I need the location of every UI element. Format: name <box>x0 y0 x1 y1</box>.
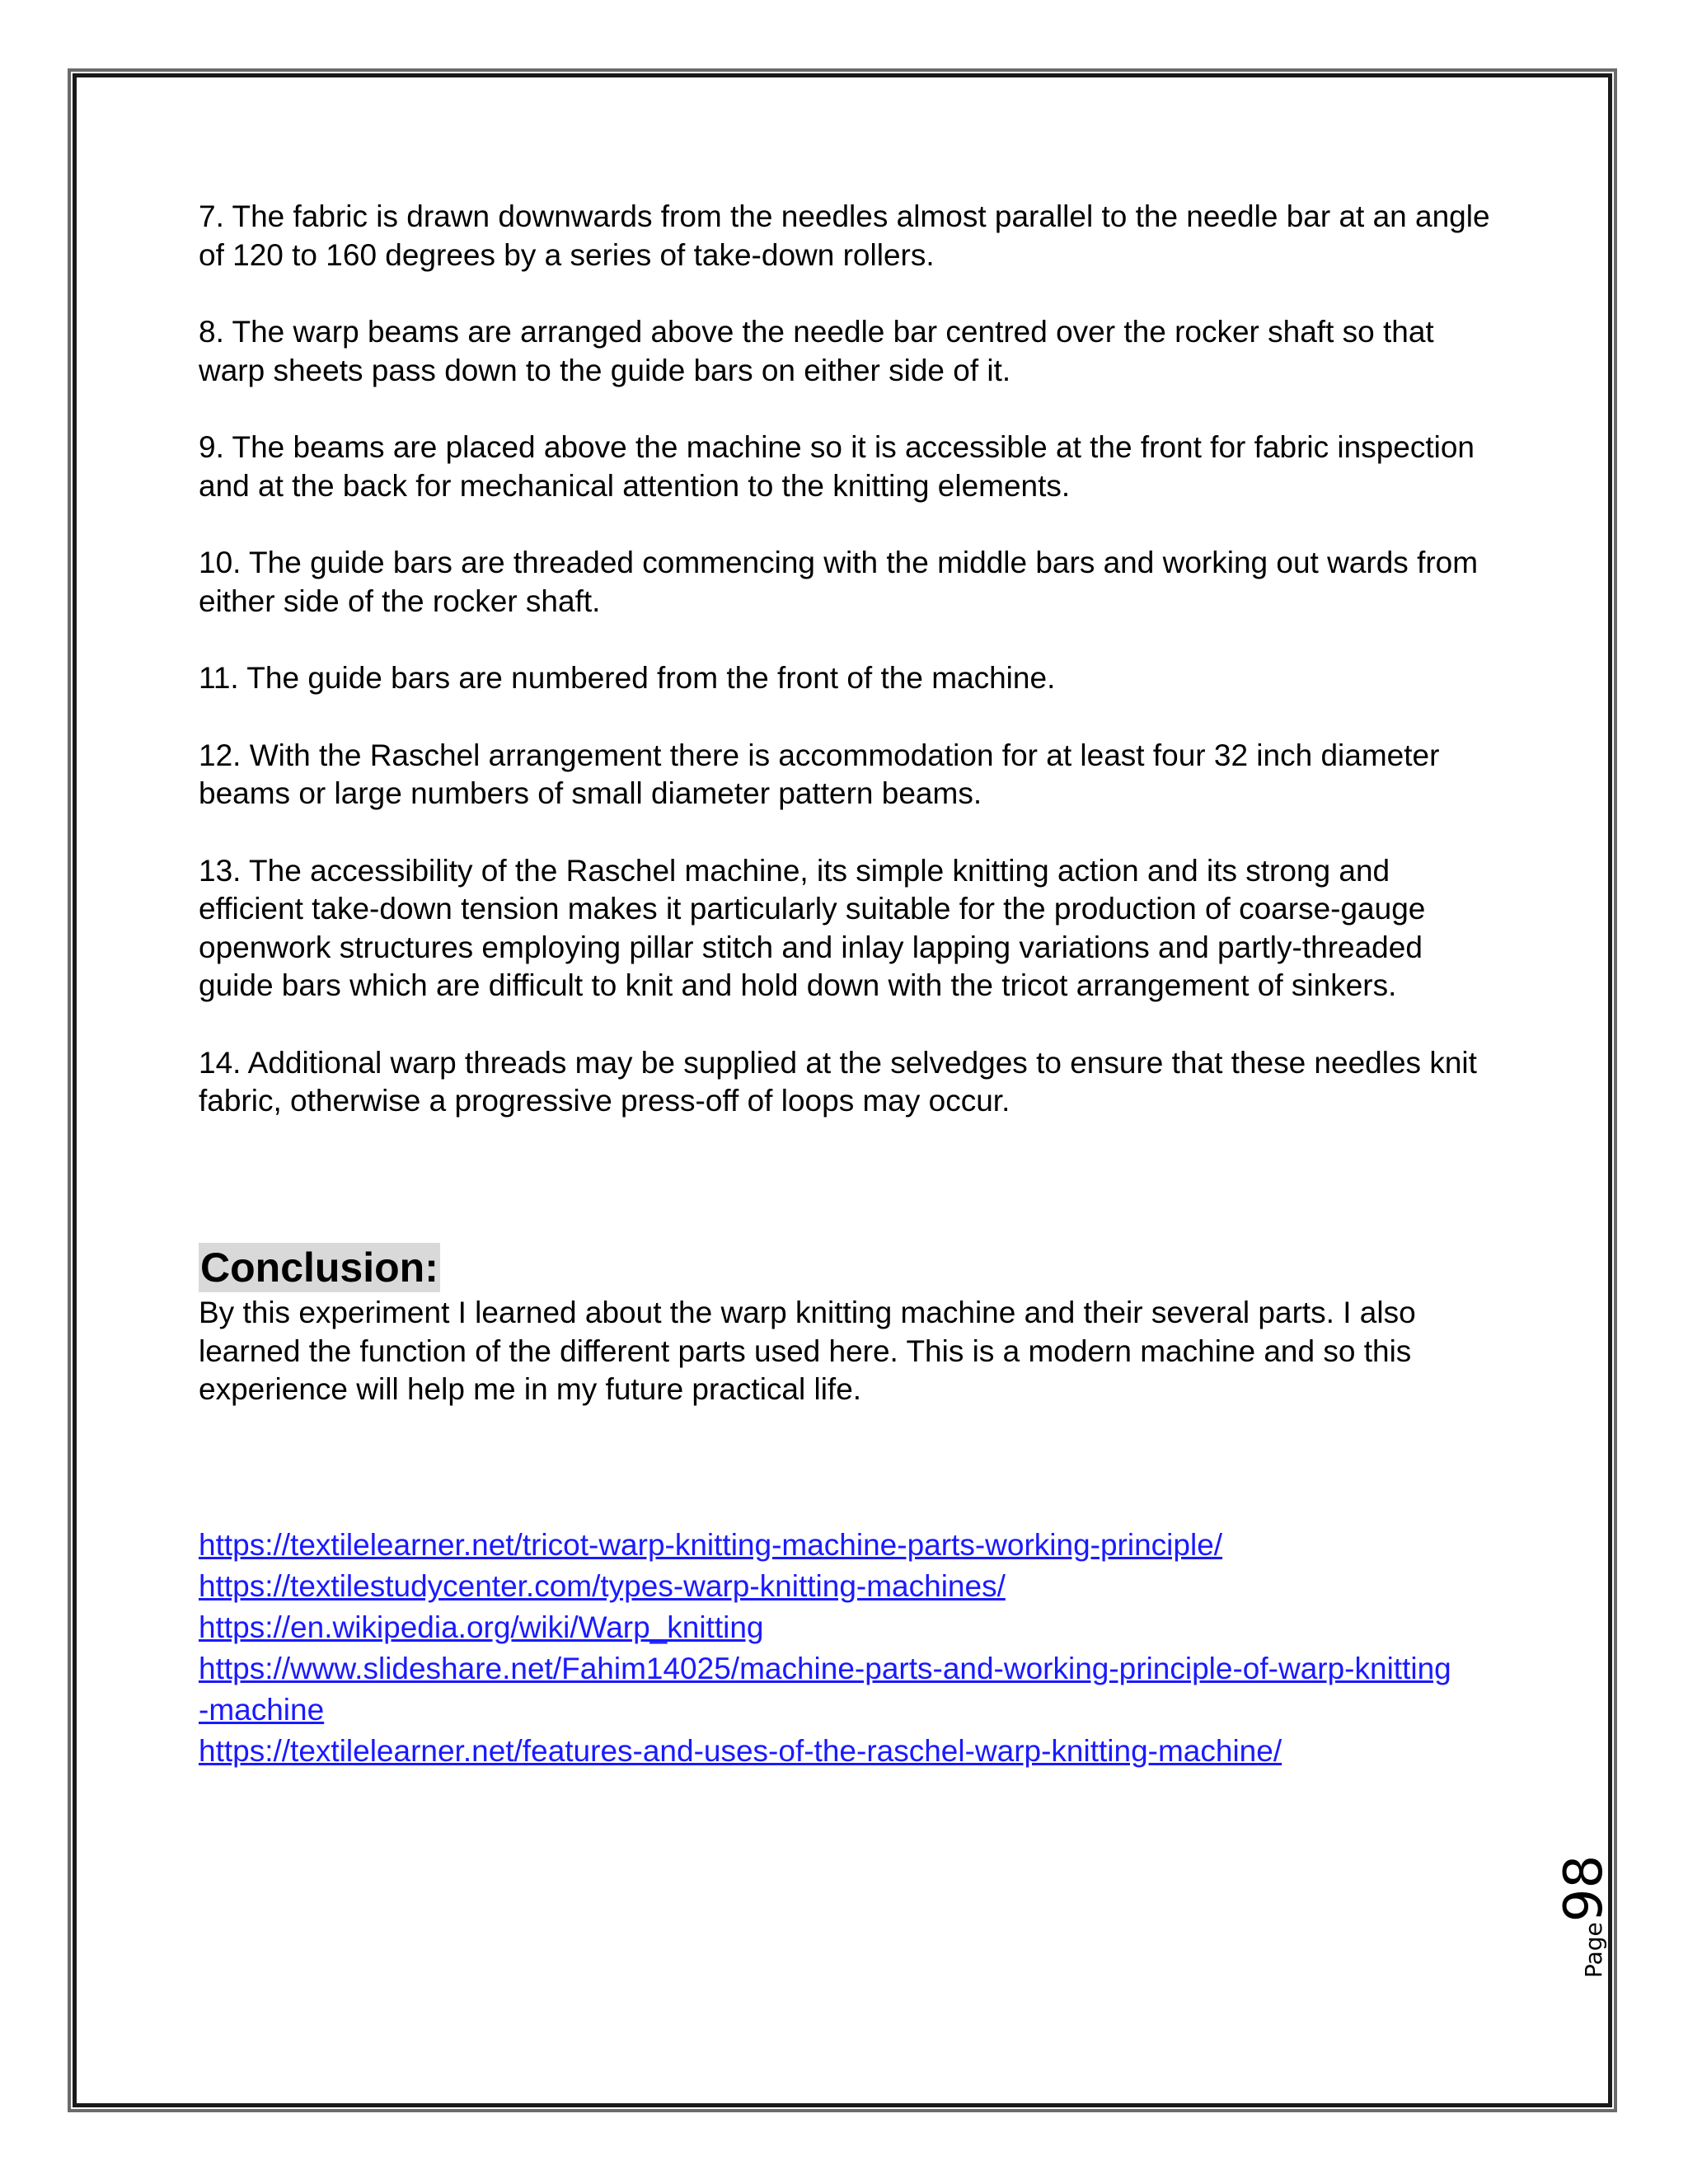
reference-link-1[interactable]: https://textilelearner.net/tricot-warp-knitting-machine-parts-working-principle/ <box>199 1528 1223 1562</box>
paragraph-13: 13. The accessibility of the Raschel machine, its simple knitting action and its strong and efficient take-down tension makes it particularly suitable for the production of coarse-gauge openwork structures employing pillar stitch and inlay lapping variations and partly-threaded guide bars which are difficult to knit and hold down with the tricot arrangement of sinkers. <box>199 853 1426 1002</box>
paragraph-8: 8. The warp beams are arranged above the needle bar centred over the rocker shaft so that warp sheets pass down to the guide bars on either side of it. <box>199 315 1434 387</box>
numbered-list <box>199 198 1501 1121</box>
page-label: Page <box>1580 1922 1607 1978</box>
page-number-value: 98 <box>1554 1854 1615 1923</box>
paragraph-9: 9. The beams are placed above the machine so it is accessible at the front for fabric inspection and at the back for mechanical attention to the knitting elements. <box>199 430 1475 503</box>
paragraph-14: 14. Additional warp threads may be supplied at the selvedges to ensure that these needles knit fabric, otherwise a progressive press-off of loops may occur. <box>199 1045 1477 1118</box>
conclusion-text: By this experiment I learned about the warp knitting machine and their several parts. I also learned the function of the different parts used here. This is a modern machine and so this experience will help me in my future practical life. <box>199 1296 1416 1406</box>
reference-link-4[interactable]: https://www.slideshare.net/Fahim14025/machine-parts-and-working-principle-of-warp-knitting-machine <box>199 1652 1451 1727</box>
reference-link-2[interactable]: https://textilestudycenter.com/types-warp-knitting-machines/ <box>199 1569 1006 1603</box>
conclusion-heading: Conclusion: <box>200 1244 438 1291</box>
reference-link-5[interactable]: https://textilelearner.net/features-and-uses-of-the-raschel-warp-knitting-machine/ <box>199 1734 1282 1768</box>
paragraph-10: 10. The guide bars are threaded commencing with the middle bars and working out wards from either side of the rocker shaft. <box>199 546 1479 618</box>
paragraph-12: 12. With the Raschel arrangement there is accommodation for at least four 32 inch diameter beams or large numbers of small diameter pattern beams. <box>199 738 1440 810</box>
reference-link-3[interactable]: https://en.wikipedia.org/wiki/Warp_knitting <box>199 1610 764 1644</box>
paragraph-11: 11. The guide bars are numbered from the front of the machine. <box>199 661 1056 695</box>
reference-links <box>199 1525 1501 1772</box>
paragraph-7: 7. The fabric is drawn downwards from the needles almost parallel to the needle bar at an angle of 120 to 160 degrees by a series of take-down rollers. <box>199 199 1490 272</box>
